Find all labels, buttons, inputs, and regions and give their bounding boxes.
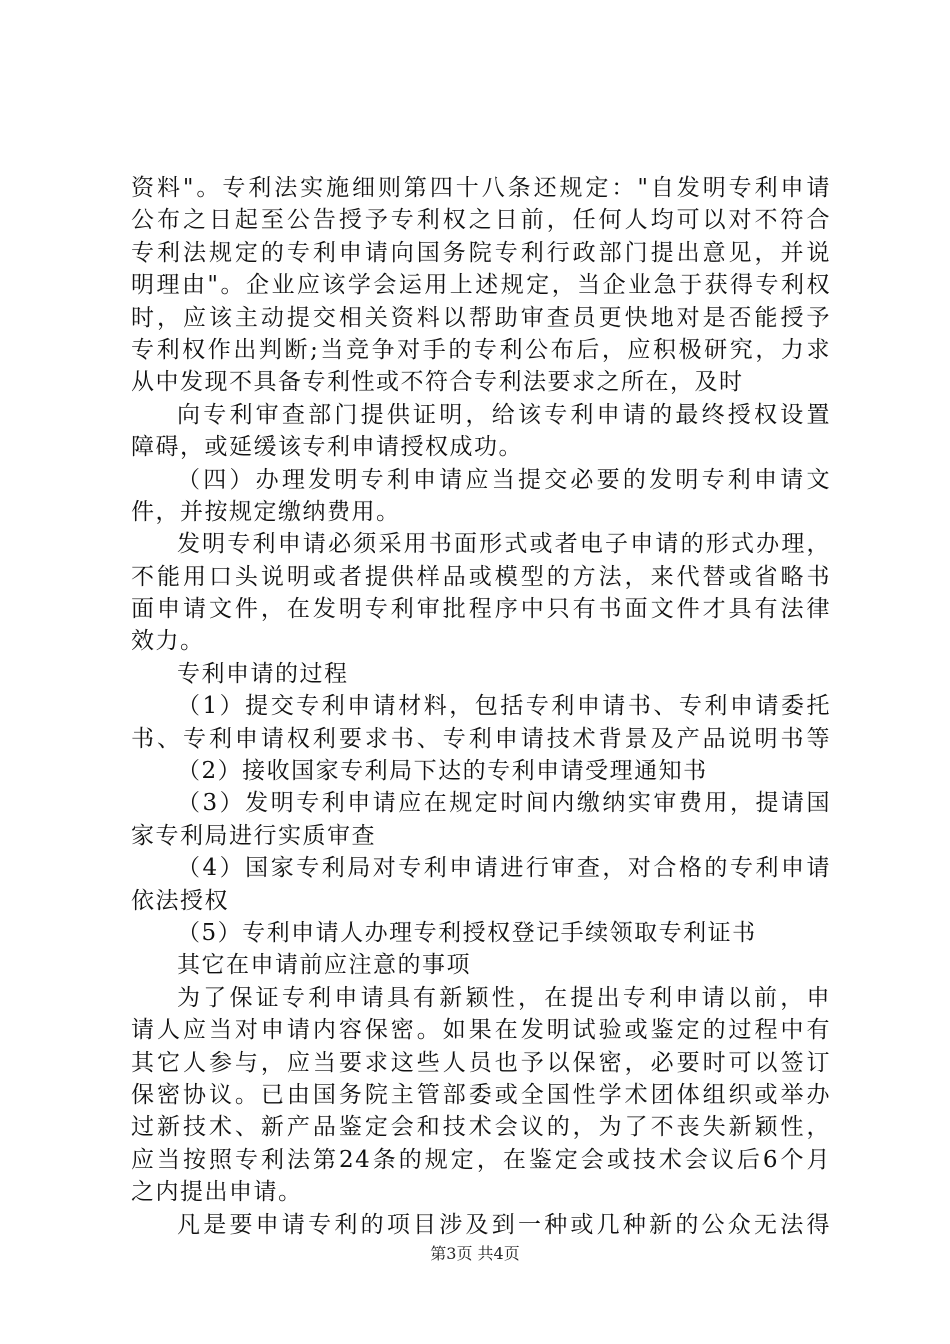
text-line: 面申请文件，在发明专利审批程序中只有书面文件才具有法律 bbox=[131, 596, 831, 623]
text-line: 专利法规定的专利申请向国务院专利行政部门提出意见，并说 bbox=[131, 239, 831, 266]
text-line: 家专利局进行实质审查 bbox=[131, 822, 376, 849]
text-line: 保密协议。已由国务院主管部委或全国性学术团体组织或举办 bbox=[131, 1081, 831, 1108]
text-line: 向专利审查部门提供证明，给该专利申请的最终授权设置 bbox=[177, 401, 831, 428]
text-line: 为了保证专利申请具有新颖性，在提出专利申请以前，申 bbox=[177, 984, 831, 1011]
text-line: （5）专利申请人办理专利授权登记手续领取专利证书 bbox=[177, 919, 757, 946]
text-line: 专利申请的过程 bbox=[177, 660, 349, 687]
text-line: 不能用口头说明或者提供样品或模型的方法，来代替或省略书 bbox=[131, 563, 831, 590]
text-line: 从中发现不具备专利性或不符合专利法要求之所在，及时 bbox=[131, 369, 744, 396]
text-line: 效力。 bbox=[131, 628, 205, 655]
text-line: （1）提交专利申请材料，包括专利申请书、专利申请委托 bbox=[177, 693, 831, 720]
text-line: 其它在申请前应注意的事项 bbox=[177, 952, 471, 979]
text-line: 专利权作出判断;当竞争对手的专利公布后，应积极研究，力求 bbox=[131, 336, 831, 363]
text-line: （四）办理发明专利申请应当提交必要的发明专利申请文 bbox=[177, 466, 831, 493]
text-line: 件，并按规定缴纳费用。 bbox=[131, 498, 401, 525]
text-line: 书、专利申请权利要求书、专利申请技术背景及产品说明书等 bbox=[131, 725, 831, 752]
text-line: （3）发明专利申请应在规定时间内缴纳实审费用，提请国 bbox=[177, 790, 831, 817]
page-footer: 第3页 共4页 bbox=[430, 1244, 520, 1263]
text-line: 过新技术、新产品鉴定会和技术会议的，为了不丧失新颖性， bbox=[131, 1114, 831, 1141]
text-line: 凡是要申请专利的项目涉及到一种或几种新的公众无法得 bbox=[177, 1211, 831, 1238]
text-line: （2）接收国家专利局下达的专利申请受理通知书 bbox=[177, 758, 708, 785]
text-line: 资料"。专利法实施细则第四十八条还规定："自发明专利申请 bbox=[131, 175, 831, 201]
text-line: 请人应当对申请内容保密。如果在发明试验或鉴定的过程中有 bbox=[131, 1017, 831, 1044]
text-line: 其它人参与，应当要求这些人员也予以保密，必要时可以签订 bbox=[131, 1049, 831, 1076]
text-line: 明理由"。企业应该学会运用上述规定，当企业急于获得专利权 bbox=[131, 272, 831, 299]
text-line: 依法授权 bbox=[131, 887, 229, 914]
text-line: 障碍，或延缓该专利申请授权成功。 bbox=[131, 434, 523, 461]
text-line: 公布之日起至公告授予专利权之日前，任何人均可以对不符合 bbox=[131, 207, 831, 234]
text-line: 之内提出申请。 bbox=[131, 1179, 303, 1206]
text-line: 应当按照专利法第24条的规定，在鉴定会或技术会议后6个月 bbox=[131, 1146, 831, 1173]
text-line: 时，应该主动提交相关资料以帮助审查员更快地对是否能授予 bbox=[131, 304, 831, 331]
text-line: （4）国家专利局对专利申请进行审查，对合格的专利申请 bbox=[177, 855, 831, 882]
document-body bbox=[131, 172, 831, 1241]
text-line: 发明专利申请必须采用书面形式或者电子申请的形式办理， bbox=[177, 531, 831, 558]
